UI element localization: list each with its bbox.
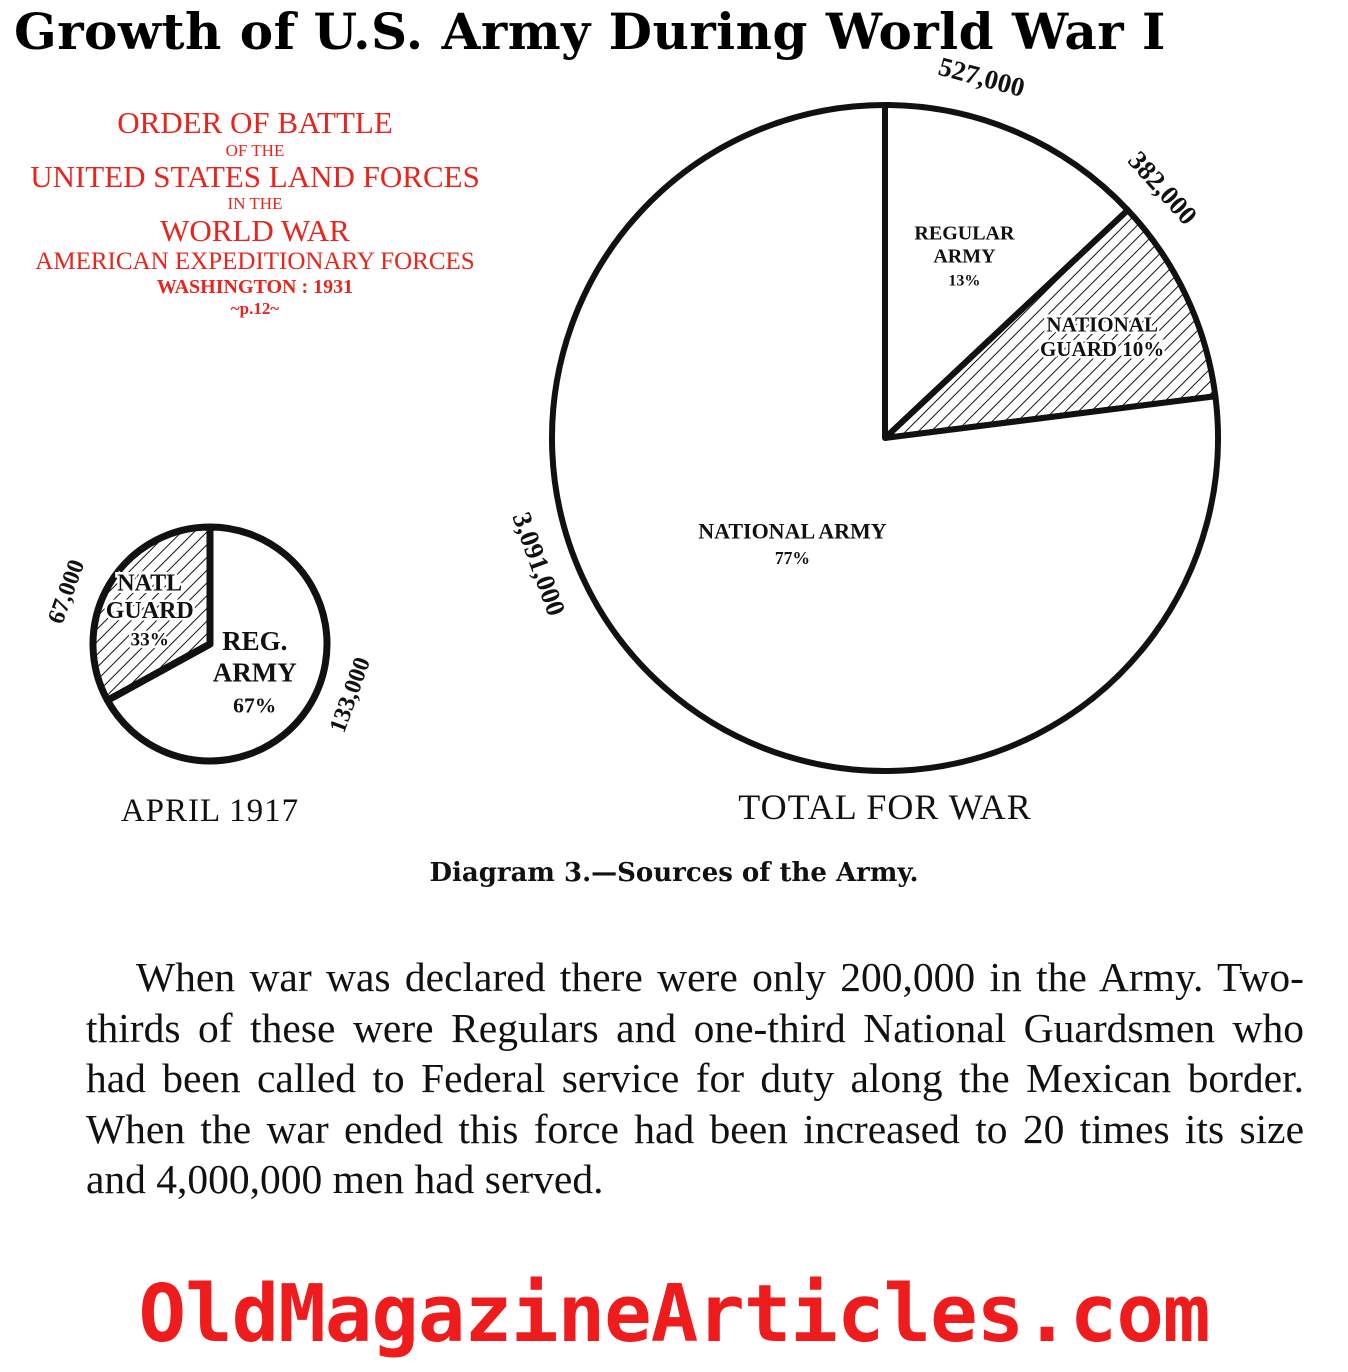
slice-percent-label: 13% xyxy=(948,272,981,290)
slice-label: ARMY xyxy=(933,245,996,268)
source-line: WASHINGTON : 1931 xyxy=(156,276,354,299)
source-line: IN THE xyxy=(227,194,283,214)
chart-title: APRIL 1917 xyxy=(120,793,300,829)
slice-label: REGULAR xyxy=(914,222,1015,245)
source-line: WORLD WAR xyxy=(160,212,350,248)
source-line: OF THE xyxy=(225,140,285,160)
body-paragraph: When war was declared there were only 200,000 in the Army. Two-thirds of these were Regulars and one-third National Guardsmen who had been called to Federal service for duty along the Mexican border. When the war ended this force had been increased to 20 times its size and 4,000,000 men had served. xyxy=(86,954,1304,1202)
slice-label: GUARD xyxy=(105,597,194,624)
slice-label: ARMY xyxy=(212,657,297,688)
chart-title: TOTAL FOR WAR xyxy=(738,787,1032,827)
figure-caption: Diagram 3.—Sources of the Army. xyxy=(429,858,919,888)
slice-label: NATL xyxy=(117,570,183,597)
slice-value-label: 382,000 xyxy=(1122,145,1204,231)
pie-april-1917 xyxy=(43,527,376,829)
slice-label: REG. xyxy=(222,626,288,657)
footer-watermark: OldMagazineArticles.com xyxy=(138,1268,1210,1360)
slice-label: NATIONAL xyxy=(1046,312,1158,337)
pie-charts xyxy=(0,51,1348,860)
slice-label: NATIONAL ARMY xyxy=(698,518,887,544)
slice-value-label: 133,000 xyxy=(324,654,377,737)
source-line: ORDER OF BATTLE xyxy=(117,105,393,140)
slice-value-label: 527,000 xyxy=(935,51,1029,103)
slice-value-label: 67,000 xyxy=(43,556,91,628)
slice-percent-label: 33% xyxy=(130,629,169,651)
slice-percent-label: 77% xyxy=(774,547,811,568)
slice-label: GUARD 10% xyxy=(1040,336,1165,361)
source-line: AMERICAN EXPEDITIONARY FORCES xyxy=(35,248,475,276)
slice-value-label: 3,091,000 xyxy=(506,508,572,620)
source-line: ~p.12~ xyxy=(230,298,280,318)
pie-total-for-war xyxy=(506,51,1218,827)
page-title: Growth of U.S. Army During World War I xyxy=(14,2,1166,61)
source-line: UNITED STATES LAND FORCES xyxy=(30,158,480,194)
slice-percent-label: 67% xyxy=(233,693,277,718)
